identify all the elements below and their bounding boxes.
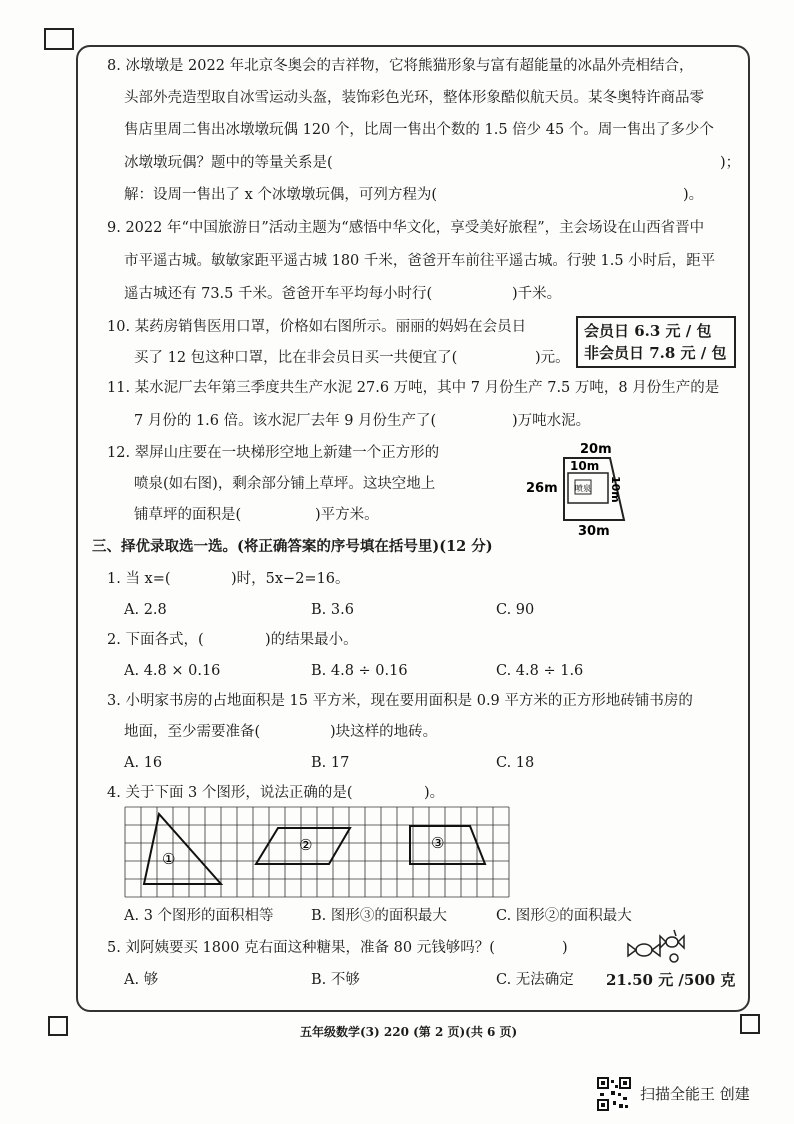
page-footer: 五年级数学(3) 220 (第 2 页)(共 6 页) bbox=[300, 1025, 518, 1039]
q11-line-2-end: )万吨水泥。 bbox=[512, 413, 591, 429]
q12-line-3-end: )平方米。 bbox=[315, 507, 379, 523]
s3-q4-option-a: A. 3 个图形的面积相等 bbox=[124, 908, 274, 924]
q11-line-1: 11. 某水泥厂去年第三季度共生产水泥 27.6 万吨，其中 7 月份生产 7.5 万吨，8 月份生产的是 bbox=[107, 380, 720, 396]
member-day-price: 会员日 6.3 元 / 包 bbox=[584, 322, 712, 340]
s3-q3-line-1: 3. 小明家书房的占地面积是 15 平方米，现在要用面积是 0.9 平方米的正方形地砖铺书房的 bbox=[107, 693, 693, 709]
q12-line-2: 喷泉(如右图)，剩余部分铺上草坪。这块空地上 bbox=[134, 476, 436, 492]
s3-q3-line-2: 地面，至少需要准备( bbox=[124, 724, 261, 740]
trapezoid-figure bbox=[522, 438, 652, 538]
q8-line-4: 冰墩墩玩偶？题中的等量关系是( bbox=[124, 155, 333, 171]
q8-line-2: 头部外壳造型取自冰雪运动头盔，装饰彩色光环，整体形象酷似航天员。某冬奥特许商品零 bbox=[124, 90, 704, 106]
fig-square-top-label: 10m bbox=[570, 459, 600, 473]
mask-price-box bbox=[576, 316, 736, 368]
s3-q2-stem: 2. 下面各式，( bbox=[107, 632, 204, 648]
fig-left-label: 26m bbox=[526, 481, 558, 496]
s3-q2-option-a: A. 4.8 × 0.16 bbox=[124, 663, 221, 679]
s3-q5-option-a: A. 够 bbox=[124, 972, 159, 988]
qr-code-icon bbox=[597, 1077, 631, 1111]
candy-price: 21.50 元 /500 克 bbox=[606, 971, 736, 989]
q10-line-2-end: )元。 bbox=[535, 350, 570, 366]
s3-q1-option-a: A. 2.8 bbox=[124, 602, 167, 618]
s3-q2-option-c: C. 4.8 ÷ 1.6 bbox=[496, 663, 584, 679]
s3-q2-option-b: B. 4.8 ÷ 0.16 bbox=[311, 663, 408, 679]
fountain-label: 喷泉 bbox=[575, 484, 591, 493]
q8-line-4-end: )； bbox=[720, 155, 741, 171]
fig-square-side-label: 10m bbox=[609, 476, 622, 503]
shape-1-triangle bbox=[144, 814, 221, 884]
s3-q4-option-c: C. 图形②的面积最大 bbox=[496, 908, 632, 924]
s3-q5-option-b: B. 不够 bbox=[311, 972, 360, 988]
q9-line-1: 9. 2022 年“中国旅游日”活动主题为“感悟中华文化，享受美好旅程”，主会场设在山西省晋中 bbox=[107, 220, 705, 236]
s3-q4-stem: 4. 关于下面 3 个图形，说法正确的是( bbox=[107, 785, 353, 801]
q8-line-5: 解：设周一售出了 x 个冰墩墩玩偶，可列方程为( bbox=[124, 187, 438, 203]
q10-line-2: 买了 12 包这种口罩，比在非会员日买一共便宜了( bbox=[134, 350, 458, 366]
fig-bottom-label: 30m bbox=[578, 524, 610, 538]
fig-top-label: 20m bbox=[580, 442, 612, 457]
shape-3-label: ③ bbox=[431, 834, 445, 852]
s3-q3-line-2-end: )块这样的地砖。 bbox=[330, 724, 438, 740]
corner-mark-top-left bbox=[44, 28, 74, 50]
s3-q5-stem-end: ) bbox=[562, 940, 568, 956]
scanner-brand-label: 扫描全能王 创建 bbox=[640, 1085, 750, 1103]
s3-q1-option-b: B. 3.6 bbox=[311, 602, 354, 618]
s3-q3-option-a: A. 16 bbox=[124, 755, 163, 771]
corner-mark-bottom-right bbox=[740, 1014, 760, 1034]
q12-line-3: 铺草坪的面积是( bbox=[134, 507, 242, 523]
s3-q1-option-c: C. 90 bbox=[496, 602, 535, 618]
s3-q2-stem-end: )的结果最小。 bbox=[265, 632, 358, 648]
s3-q1-stem: 1. 当 x=( bbox=[107, 571, 171, 587]
s3-q4-option-b: B. 图形③的面积最大 bbox=[311, 908, 447, 924]
nonmember-day-price: 非会员日 7.8 元 / 包 bbox=[584, 344, 727, 362]
s3-q4-stem-end: )。 bbox=[424, 785, 445, 801]
q8-line-5-end: )。 bbox=[683, 187, 704, 203]
section-3-title: 三、择优录取选一选。(将正确答案的序号填在括号里)(12 分) bbox=[92, 538, 493, 555]
s3-q5-stem: 5. 刘阿姨要买 1800 克右面这种糖果，准备 80 元钱够吗？( bbox=[107, 940, 495, 956]
q10-line-1: 10. 某药房销售医用口罩，价格如右图所示。丽丽的妈妈在会员日 bbox=[107, 319, 527, 335]
s3-q3-option-c: C. 18 bbox=[496, 755, 535, 771]
q11-line-2: 7 月份的 1.6 倍。该水泥厂去年 9 月份生产了( bbox=[134, 413, 437, 429]
q9-line-2: 市平遥古城。敏敏家距平遥古城 180 千米，爸爸开车前往平遥古城。行驶 1.5 小时后，距平 bbox=[124, 253, 716, 269]
shape-3-trapezoid bbox=[410, 826, 485, 864]
q8-line-3: 售店里周二售出冰墩墩玩偶 120 个，比周一售出个数的 1.5 倍少 45 个。周一售出了多少个 bbox=[124, 122, 714, 138]
s3-q1-stem-end: )时，5x−2=16。 bbox=[231, 571, 350, 587]
s3-q3-option-b: B. 17 bbox=[311, 755, 350, 771]
q4-grid-figure bbox=[124, 806, 510, 900]
candy-icon bbox=[622, 928, 692, 968]
shape-1-label: ① bbox=[162, 850, 176, 868]
q8-line-1: 8. 冰墩墩是 2022 年北京冬奥会的吉祥物，它将熊猫形象与富有超能量的冰晶外壳相结合， bbox=[107, 58, 694, 74]
q9-line-3: 遥古城还有 73.5 千米。爸爸开车平均每小时行( bbox=[124, 286, 433, 302]
s3-q5-option-c: C. 无法确定 bbox=[496, 972, 574, 988]
q9-line-3-end: )千米。 bbox=[512, 286, 562, 302]
q12-line-1: 12. 翠屏山庄要在一块梯形空地上新建一个正方形的 bbox=[107, 445, 440, 461]
corner-mark-bottom-left bbox=[48, 1016, 68, 1036]
shape-2-label: ② bbox=[299, 836, 313, 854]
